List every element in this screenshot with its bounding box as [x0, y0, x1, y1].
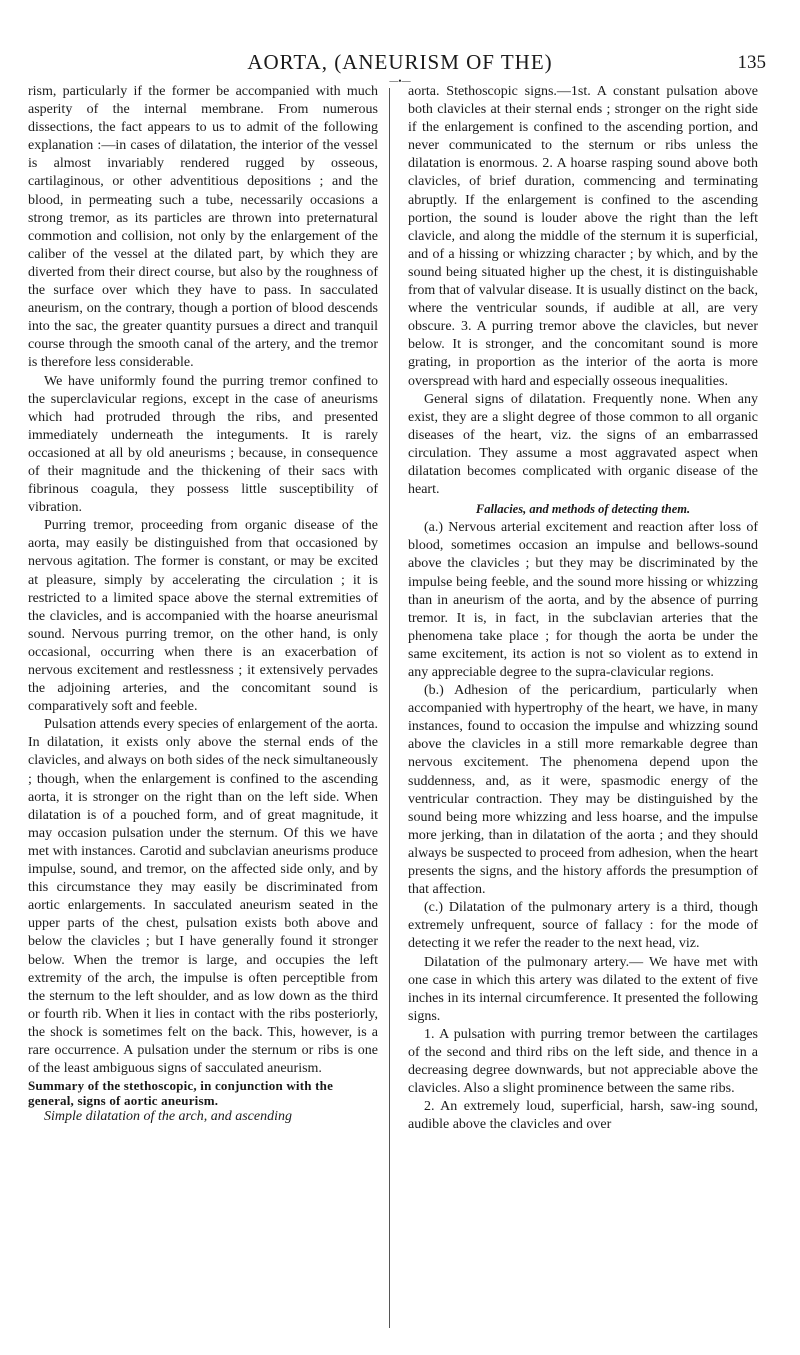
paragraph: Purring tremor, proceeding from organic disease of the aorta, may easily be distinguished from that occasioned by nervous agitation. The former is constant, or may be excited at pleasure, simply by accelerating the circulation ; it is restricted to a limited space above the sternal extremities of the clavicles, and is accompanied with the hoarse aneurismal sound. Nervous purring tremor, on the other hand, is only occasional, occurring when there is an exacerbation of nervous excitement and restlessness ; it extensively pervades the adjoining arteries, and the concomitant sound is comparatively soft and feeble.: [28, 518, 378, 715]
column-divider: [389, 88, 390, 1328]
header-ornament: —•—: [389, 76, 411, 86]
running-head: AORTA, (ANEURISM OF THE): [247, 50, 553, 74]
paragraph: rism, particularly if the former be accompanied with much asperity of the internal membrane. From numerous dissections, the fact appears to us to admit of the following explanation :—in cases of dilatation, the interior of the vessel is almost invariably rendered rugged by osseous, cartilaginous, or other adventitious depositions ; and the blood, in permeating such a tube, necessarily occasions a strong tremor, as its particles are thrown into preternatural commotion and collision, not only by the enlargement of the caliber of the vessel at the dilated part, by which they are diverted from their direct course, but also by the roughness of the surface over which they have to pass. In sacculated aneurism, on the contrary, though a portion of blood descends into the sac, the greater quantity pursues a direct and tranquil course through the smooth canal of the artery, and the tremor is therefore less considerable.: [28, 84, 378, 371]
paragraph: (b.) Adhesion of the pericardium, particularly when accompanied with hypertrophy of the heart, we have, in many instances, found to occasion the impulse and whizzing sound above the clavicles in a still more remarkable degree than nervous excitement. The phenomena depend upon the suddenness, and, as it were, spasmodic energy of the ventricular contraction. They may be distinguished by the sound being more whizzing and less hoarse, and the impulse more jerking, than in dilatation of the aorta ; and they should always be suspected to proceed from adhesion, when the heart presents the signs, and the history affords the presumption of that affection.: [408, 683, 758, 898]
list-item: 1. A pulsation with purring tremor between the cartilages of the second and third ribs on the left side, and thence in a decreasing degree downwards, but not appreciable above the clavicles. Also a slight prominence between the same ribs.: [408, 1026, 758, 1097]
paragraph: General signs of dilatation. Frequently none. When any exist, they are a slight degree of those common to all organic diseases of the heart, viz. the signs of an embarrassed circulation. They assume a most aggravated aspect when dilatation becomes complicated with organic disease of the heart.: [408, 391, 758, 498]
paragraph: We have uniformly found the purring tremor confined to the superclavicular regions, except in the case of aneurisms which had protruded through the ribs, and presented immediately underneath the integuments. It is rarely occasioned at all by old aneurisms ; because, in consequence of their magnitude and the thickening of their sacs with fibrinous coagula, they possess little susceptibility of vibration.: [28, 373, 378, 516]
section-heading: Summary of the stethoscopic, in conjunction with the general, signs of aortic aneurism.: [28, 1078, 334, 1109]
paragraph: aorta. Stethoscopic signs.—1st. A constant pulsation above both clavicles at their sternal ends ; stronger on the right side if the enlargement is confined to the ascending portion, and never communicated to the sternum or ribs unless the dilatation is enormous. 2. A hoarse rasping sound above both clavicles, of brief duration, commencing and terminating abruptly. If the enlargement is confined to the ascending portion, the sound is louder above the right than the left clavicle, and along the middle of the sternum it is superficial, and of a hissing or whizzing character ; by which, and by the sound being situated higher up the chest, it is distinguishable from that of valvular disease. It is usually distinct on the back, where the ventricular sounds, if audible at all, are very obscure. 3. A purring tremor above the clavicles, but never below. It is stronger, and the concomitant sound is more grating, in proportion as the interior of the aorta is more overspread with hard and especially osseous inequalities.: [408, 84, 758, 389]
paragraph: (a.) Nervous arterial excitement and reaction after loss of blood, sometimes occasion an impulse and bellows-sound above the clavicles ; but they may be discriminated by the impulse being feeble, and the sound more hissing or whizzing than in aneurism of the aorta, and by the absence of purring tremor. It is, in fact, in the subclavian arteries that the phenomena take place ; for though the aorta be under the same excitement, its action is not so violent as to extend in any appreciable degree to the supra-clavicular regions.: [408, 520, 758, 680]
paragraph: Dilatation of the pulmonary artery.— We have met with one case in which this artery was dilated to the extent of five inches in its internal circumference. It presented the following signs.: [408, 954, 758, 1024]
page-header: [28, 50, 772, 86]
paragraph: Pulsation attends every species of enlargement of the aorta. In dilatation, it exists only above the sternal ends of the clavicles, and always on both sides of the neck simultaneously ; though, when the enlargement is confined to the ascending aorta, it is stronger on the right than on the left side. When dilatation is of a pouched form, and of great magnitude, it may occasion pulsation under the sternum. Of this we have met with instances. Carotid and subclavian aneurisms produce impulse, sound, and tremor, on the affected side only, and by this circumstance they may easily be discriminated from aortic enlargements. In sacculated aneurism seated in the upper parts of the chest, pulsation exists both above and below the clavicles ; but I have generally found it stronger below. When the tremor is large, and occupies the left extremity of the arch, the impulse is often perceptible from the sternum to the left shoulder, and as low down as the third or fourth rib. When it lies in contact with the ribs posteriorly, the shock is sometimes felt on the back. This, however, is a rare occurrence. A pulsation under the sternum or ribs is one of the least ambiguous signs of sacculated aneurism.: [28, 717, 378, 1077]
paragraph: (c.) Dilatation of the pulmonary artery is a third, though extremely unfrequent, source of fallacy : for the mode of detecting it we refer the reader to the next head, viz.: [408, 900, 758, 952]
page-number: 135: [737, 52, 766, 73]
right-column: [408, 83, 758, 1134]
list-item: 2. An extremely loud, superficial, harsh, saw-ing sound, audible above the clavicles and over: [408, 1099, 758, 1133]
left-column: [28, 83, 378, 1126]
fallacies-heading: Fallacies, and methods of detecting them.: [475, 502, 691, 517]
subsection-heading: Simple dilatation of the arch, and ascending: [44, 1109, 292, 1125]
